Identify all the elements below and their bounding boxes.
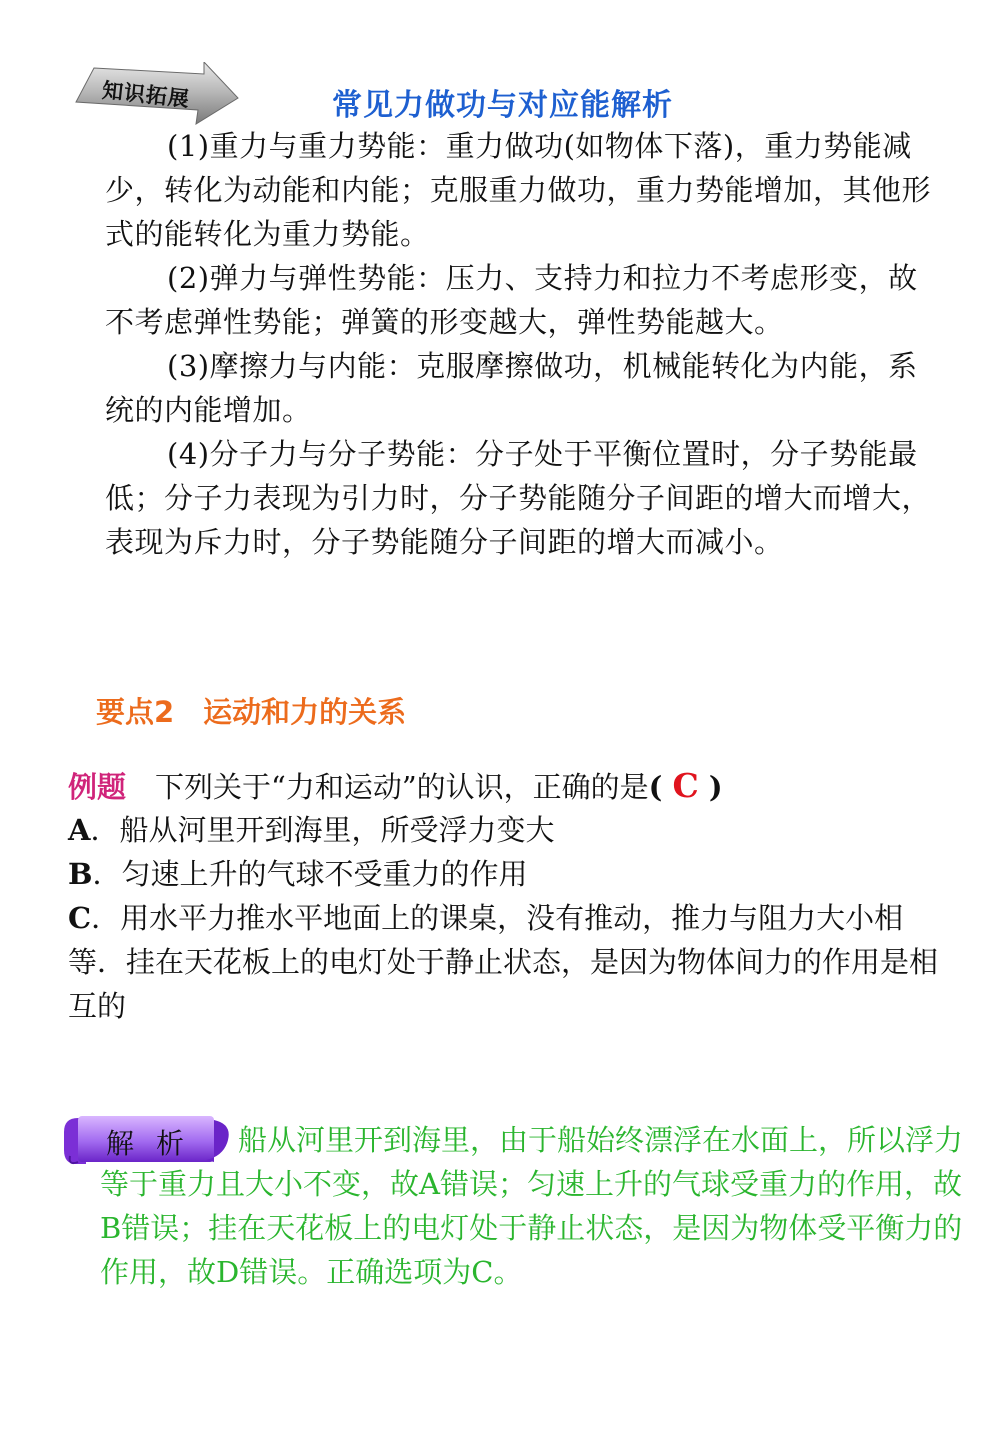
analysis-label: 解析 [105, 1127, 206, 1160]
section-heading: 要点2 运动和力的关系 [96, 695, 407, 729]
paragraph-friction [105, 344, 935, 432]
knowledge-extension-badge [72, 62, 242, 126]
question-text: 下列关于“力和运动”的认识，正确的是 [126, 770, 649, 804]
option-letter: A [68, 813, 91, 847]
option-text: ．用水平力推水平地面上的课桌，没有推动，推力与阻力大小相等．挂在天花板上的电灯处于静止状态，是因为物体间力的作用是相互的 [68, 901, 939, 1023]
paragraph-gravity [105, 124, 935, 256]
paragraph-text: (3)摩擦力与内能：克服摩擦做功，机械能转化为内能，系统的内能增加。 [105, 349, 918, 427]
paragraph-text: (4)分子力与分子势能：分子处于平衡位置时，分子势能最低；分子力表现为引力时，分子势能随分子间距的增大而增大，表现为斥力时，分子势能随分子间距的增大而减小。 [105, 437, 932, 559]
analysis-text [100, 1118, 980, 1294]
option-text: ．匀速上升的气球不受重力的作用 [92, 857, 528, 891]
paragraph-elastic [105, 256, 935, 344]
option-letter: B [68, 857, 93, 891]
analysis-body: 船从河里开到海里，由于船始终漂浮在水面上，所以浮力等于重力且大小不变，故A错误；匀速上升的气球受重力的作用，故B错误；挂在天花板上的电灯处于静止状态，是因为物体受平衡力的作用，故D错误。正确选项为C。 [100, 1123, 964, 1289]
option-a [68, 808, 948, 852]
option-text: ．船从河里开到海里，所受浮力变大 [90, 813, 555, 847]
option-c [68, 896, 948, 1028]
answer-mark: C [672, 766, 699, 805]
paragraph-text: (2)弹力与弹性势能：压力、支持力和拉力不考虑形变，故不考虑弹性势能；弹簧的形变越大，弹性势能越大。 [105, 261, 918, 339]
example-question [68, 764, 948, 809]
paren-open: ( [648, 770, 673, 804]
paragraph-text: (1)重力与重力势能：重力做功(如物体下落)，重力势能减少，转化为动能和内能；克服重力做功，重力势能增加，其他形式的能转化为重力势能。 [105, 129, 932, 251]
example-label: 例题 [68, 770, 127, 804]
option-b [68, 852, 948, 896]
page-title: 常见力做功与对应能解析 [332, 88, 673, 123]
paragraph-molecular [105, 432, 935, 564]
paren-close: ) [698, 770, 723, 804]
badge-label: 知识拓展 [100, 78, 191, 112]
option-letter: C [68, 901, 92, 935]
